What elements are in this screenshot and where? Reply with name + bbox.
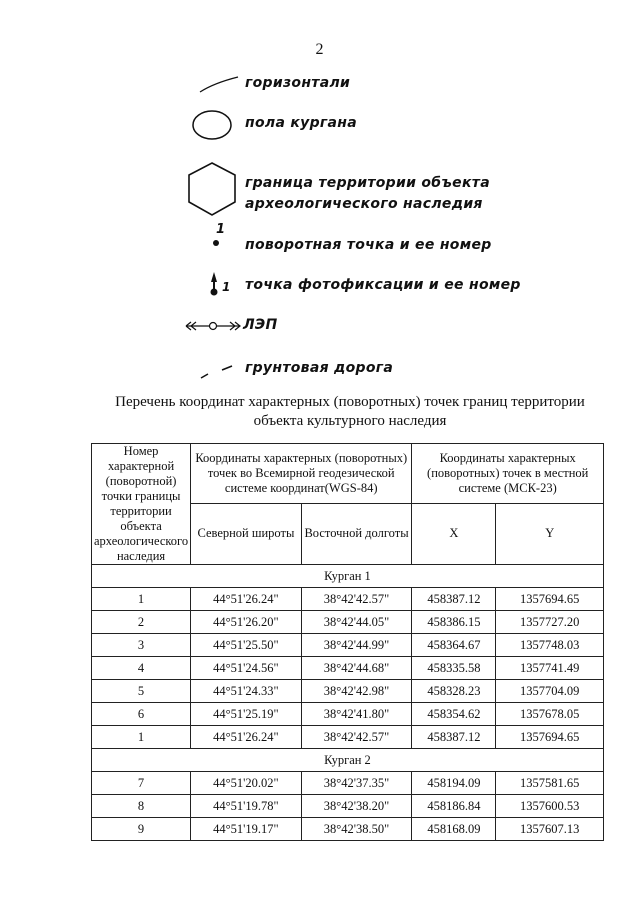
latitude-cell: 44°51'24.33" [191,680,302,703]
y-cell: 1357678.05 [496,703,604,726]
legend-mound-text: пола кургана [245,115,357,131]
table-row [92,818,604,841]
header-y: Y [496,503,604,564]
table-row [92,657,604,680]
table-row [92,703,604,726]
longitude-cell: 38°42'42.98" [301,680,412,703]
y-cell: 1357727.20 [496,611,604,634]
y-cell: 1357694.65 [496,726,604,749]
x-cell: 458364.67 [412,634,496,657]
power-line-icon [185,318,241,334]
x-cell: 458186.84 [412,795,496,818]
longitude-cell: 38°42'44.05" [301,611,412,634]
x-cell: 458387.12 [412,726,496,749]
point-number: 4 [92,657,191,680]
table-title-line1: Перечень координат характерных (поворотных) точек границ территории [115,394,585,410]
header-wgs84: Координаты характерных (поворотных) точек во Всемирной геодезической системе координат(WGS-84) [191,444,412,504]
x-cell: 458386.15 [412,611,496,634]
point-number: 1 [92,588,191,611]
legend-dirt-road-text: грунтовая дорога [245,360,394,376]
table-row [92,634,604,657]
y-cell: 1357748.03 [496,634,604,657]
latitude-cell: 44°51'26.20" [191,611,302,634]
coordinates-table [91,443,604,841]
header-point-number: Номер характерной (поворотной) точки границы территории объекта археологического наследия [92,444,191,565]
legend-boundary-text-2: археологического наследия [245,196,483,212]
point-number: 1 [92,726,191,749]
legend-contour-text: горизонтали [245,75,351,91]
section-heading: Курган 2 [92,749,604,772]
y-cell: 1357704.09 [496,680,604,703]
y-cell: 1357741.49 [496,657,604,680]
header-x: X [412,503,496,564]
ellipse-icon [190,108,236,142]
longitude-cell: 38°42'42.57" [301,588,412,611]
x-cell: 458168.09 [412,818,496,841]
latitude-cell: 44°51'25.19" [191,703,302,726]
header-longitude: Восточной долготы [301,503,412,564]
header-latitude: Северной широты [191,503,302,564]
legend-turning-point-text: поворотная точка и ее номер [245,237,492,253]
legend-power-line-text: ЛЭП [243,317,278,333]
point-number: 8 [92,795,191,818]
x-cell: 458328.23 [412,680,496,703]
section-heading: Курган 1 [92,565,604,588]
table-title [60,393,639,431]
y-cell: 1357581.65 [496,772,604,795]
point-number: 9 [92,818,191,841]
contour-line-icon [198,73,240,95]
latitude-cell: 44°51'19.17" [191,818,302,841]
point-number: 2 [92,611,191,634]
latitude-cell: 44°51'26.24" [191,726,302,749]
point-number: 6 [92,703,191,726]
latitude-cell: 44°51'26.24" [191,588,302,611]
legend-photo-point-text: точка фотофиксации и ее номер [245,277,521,293]
y-cell: 1357694.65 [496,588,604,611]
latitude-cell: 44°51'19.78" [191,795,302,818]
point-number: 3 [92,634,191,657]
longitude-cell: 38°42'37.35" [301,772,412,795]
photo-point-number: 1 [222,280,231,294]
page-number: 2 [315,41,324,58]
latitude-cell: 44°51'24.56" [191,657,302,680]
point-number: 5 [92,680,191,703]
longitude-cell: 38°42'38.20" [301,795,412,818]
longitude-cell: 38°42'42.57" [301,726,412,749]
legend-boundary-text-1: граница территории объекта [245,175,490,191]
longitude-cell: 38°42'44.68" [301,657,412,680]
header-msk23: Координаты характерных (поворотных) точек в местной системе (МСК-23) [412,444,604,504]
x-cell: 458387.12 [412,588,496,611]
table-row [92,588,604,611]
table-row [92,795,604,818]
hexagon-icon [185,160,239,218]
table-row [92,680,604,703]
longitude-cell: 38°42'38.50" [301,818,412,841]
longitude-cell: 38°42'41.80" [301,703,412,726]
x-cell: 458354.62 [412,703,496,726]
table-row [92,772,604,795]
x-cell: 458194.09 [412,772,496,795]
dirt-road-icon [198,363,240,381]
longitude-cell: 38°42'44.99" [301,634,412,657]
table-title-line2: объекта культурного наследия [253,413,447,429]
latitude-cell: 44°51'20.02" [191,772,302,795]
point-number: 7 [92,772,191,795]
table-row [92,726,604,749]
y-cell: 1357600.53 [496,795,604,818]
table-row [92,611,604,634]
x-cell: 458335.58 [412,657,496,680]
latitude-cell: 44°51'25.50" [191,634,302,657]
turning-point-number: 1 [216,222,226,237]
y-cell: 1357607.13 [496,818,604,841]
